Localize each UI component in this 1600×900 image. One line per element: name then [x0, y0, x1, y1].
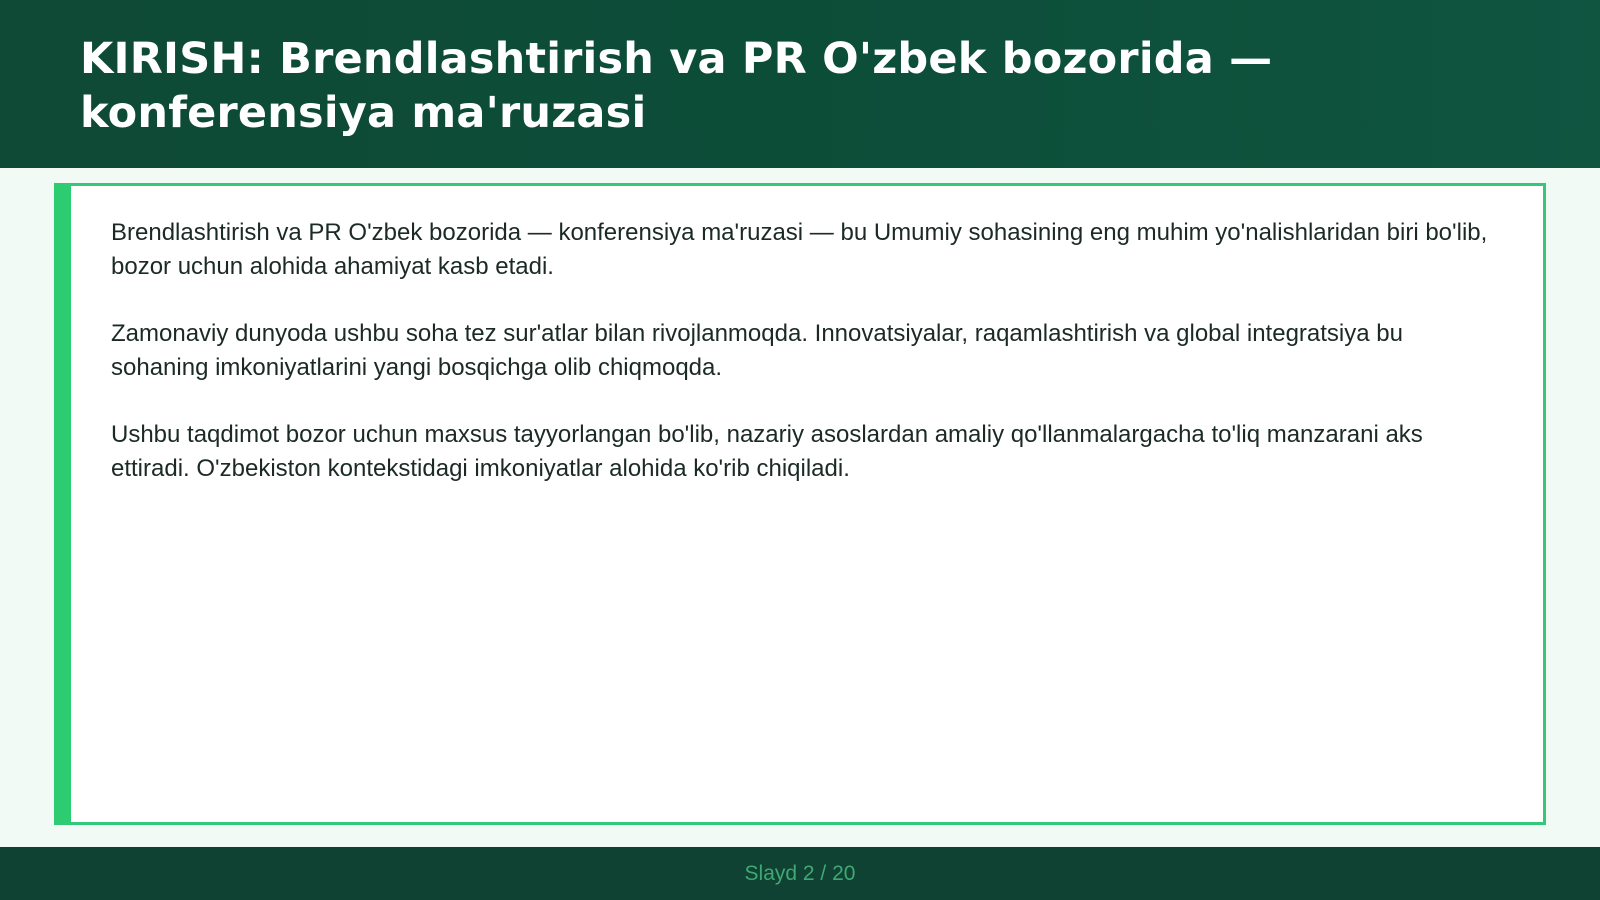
content-card [54, 183, 1546, 825]
paragraph-overview: Ushbu taqdimot bozor uchun maxsus tayyorlangan bo'lib, nazariy asoslardan amaliy qo'llanmalargacha to'liq manzarani aks ettiradi. O'zbekiston kontekstidagi imkoniyatlar alohida ko'rib chiqiladi. [111, 421, 1423, 482]
paragraph-intro: Brendlashtirish va PR O'zbek bozorida — konferensiya ma'ruzasi — bu Umumiy sohasining eng muhim yo'nalishlaridan biri bo'lib, bozor uchun alohida ahamiyat kasb etadi. [111, 219, 1488, 280]
slide-header [0, 0, 1600, 168]
slide-footer [0, 847, 1600, 900]
paragraph-development: Zamonaviy dunyoda ushbu soha tez sur'atlar bilan rivojlanmoqda. Innovatsiyalar, raqamlashtirish va global integratsiya bu sohaning imkoniyatlarini yangi bosqichga olib chiqmoqda. [111, 320, 1403, 381]
slide-counter: Slayd 2 / 20 [744, 861, 856, 885]
slide-title: KIRISH: Brendlashtirish va PR O'zbek bozorida — konferensiya ma'ruzasi [80, 34, 1273, 138]
